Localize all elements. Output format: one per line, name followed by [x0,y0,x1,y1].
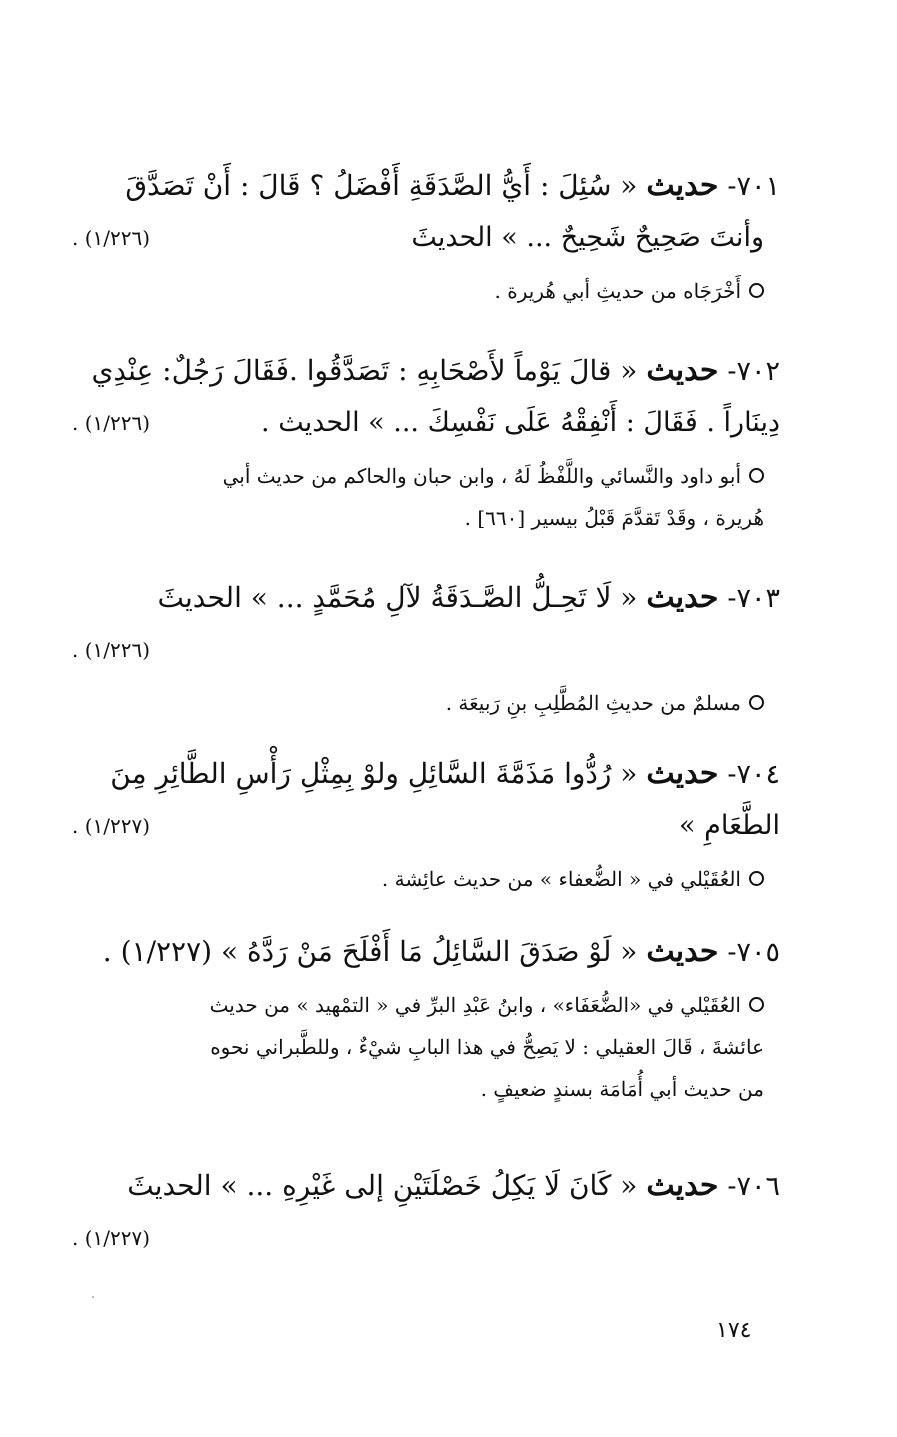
takhrij-note [72,270,780,312]
hadith-keyword: حديث [646,168,719,203]
note-text: العُقَيْلي في « الضُّعفاء » من حديث عائِشة . [381,867,741,891]
circle-bullet-icon [749,871,764,886]
circle-bullet-icon [749,695,764,710]
reference: (١/٢٢٦) . [72,411,151,435]
takhrij-note [72,984,780,1026]
note-text: عائشةَ ، قَالَ العقيلي : لا يَصِحُّ في هذا البابِ شيْءٌ ، وللطَّبراني نحوه [210,1035,764,1059]
hadith-line [72,926,780,978]
entry-number: ٧٠٤- [727,759,780,790]
hadith-line [72,397,780,449]
note-text: مسلمٌ من حديثِ المُطَّلِبِ بنِ رَبيعَة . [445,691,741,715]
reference: (١/٢٢٦) . [72,638,151,662]
hadith-keyword: حديث [646,934,719,969]
page-number: ١٧٤ [716,1318,752,1343]
hadith-keyword: حديث [646,1168,719,1203]
hadith-keyword: حديث [646,353,719,388]
circle-bullet-icon [749,997,764,1012]
hadith-line [72,160,780,212]
hadith-entry-701 [72,160,780,312]
hadith-text: « كَانَ لَا يَكِلُ خَصْلَتَيْنِ إلى غَيْرِهِ ... » الحديثَ [127,1169,638,1202]
hadith-entry-702 [72,345,780,539]
takhrij-note [72,682,780,724]
entry-number: ٧٠٥- [727,937,780,968]
hadith-line [72,1212,780,1264]
entry-number: ٧٠٦- [727,1171,780,1202]
hadith-line [72,800,780,852]
hadith-line [72,345,780,397]
circle-bullet-icon [749,468,764,483]
hadith-text: « قالَ يَوْماً لأَصْحَابِهِ : تَصَدَّقُوا .فَقَالَ رَجُلٌ: عِنْدِي [91,354,638,387]
reference: (١/٢٢٧) . [72,1226,151,1250]
hadith-line [72,1160,780,1212]
note-text: أبو داود والنَّسائي واللَّفْظُ لَهُ ، وابن حبان والحاكم من حديث أبي [222,464,741,488]
hadith-entry-706 [72,1160,780,1264]
footer-mark [92,1296,94,1298]
hadith-keyword: حديث [646,756,719,791]
reference: (١/٢٢٦) . [72,226,151,250]
note-text: من حديث أبي أُمَامَة بسندٍ ضعيفٍ . [480,1077,764,1101]
hadith-line [72,572,780,624]
hadith-text: وأنتَ صَحِيحٌ شَحِيحٌ ... » الحديثَ [411,222,764,253]
takhrij-note [72,455,780,497]
note-text: هُريرة ، وقَدْ تَقدَّمَ قَبْلُ بيسير [٦٦٠] . [464,506,764,530]
hadith-entry-704 [72,748,780,900]
note-text: العُقَيْلي في «الضُّعَفَاء» ، وابنُ عَبْدِ البرِّ في « التمْهيد » من حديث [209,993,741,1017]
hadith-entry-705 [72,926,780,1110]
takhrij-note-continued [72,1068,780,1110]
hadith-line [72,212,780,264]
hadith-text: « لَوْ صَدَقَ السَّائِلُ مَا أَفْلَحَ مَنْ رَدَّهُ » (١/٢٢٧) . [102,935,638,968]
hadith-entry-703 [72,572,780,724]
note-text: أَخْرَجَاه من حديثِ أبي هُريرة . [494,279,741,303]
circle-bullet-icon [749,283,764,298]
hadith-text: « سُئِلَ : أَيُّ الصَّدَقَةِ أَفْضَلُ ؟ قَالَ : أَنْ تَصَدَّقَ [125,169,638,202]
hadith-text: « لَا تَحِـلُّ الصَّـدَقَةُ لآلِ مُحَمَّدٍ ... » الحديثَ [157,581,638,614]
takhrij-note-continued [72,497,780,539]
entry-number: ٧٠١- [727,171,780,202]
hadith-line [72,748,780,800]
hadith-line [72,624,780,676]
hadith-keyword: حديث [646,580,719,615]
hadith-text: دِينَاراً . فَقَالَ : أَنْفِقْهُ عَلَى نَفْسِكَ ... » الحديث . [261,407,780,438]
reference: (١/٢٢٧) . [72,814,151,838]
entry-number: ٧٠٢- [727,356,780,387]
takhrij-note [72,858,780,900]
takhrij-note-continued [72,1026,780,1068]
hadith-text: الطَّعَامِ » [679,810,780,841]
entry-number: ٧٠٣- [727,583,780,614]
hadith-text: « رُدُّوا مَذَمَّةَ السَّائِلِ ولوْ بِمِثْلِ رَأْسِ الطَّائِرِ مِنَ [110,757,638,790]
